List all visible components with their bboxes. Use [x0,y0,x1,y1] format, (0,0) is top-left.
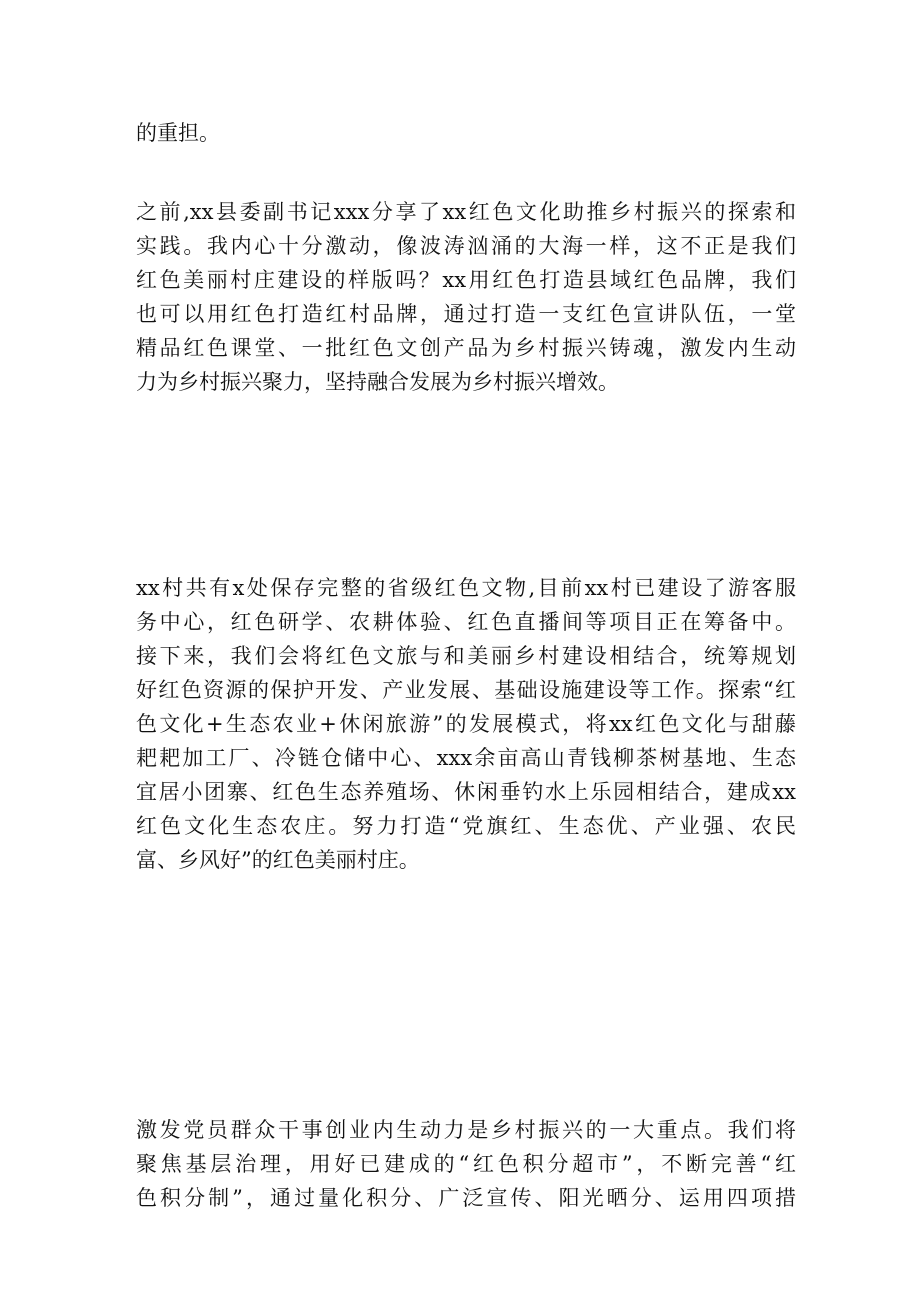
paragraph-2 [136,195,796,399]
text-line: 也可以用红色打造红村品牌，通过打造一支红色宣讲队伍，一堂 [136,302,796,326]
paragraph-3 [136,571,796,877]
text-line: 聚焦基层治理，用好已建成的“红色积分超市”，不断完善“红 [136,1152,796,1176]
text-line: 的重担。 [136,121,220,145]
text-line: 精品红色课堂、一批红色文创产品为乡村振兴铸魂，激发内生动 [136,336,796,360]
text-line: 之前,xx县委副书记xxx分享了xx红色文化助推乡村振兴的探索和 [136,200,796,224]
text-line: 宜居小团寨、红色生态养殖场、休闲垂钓水上乐园相结合，建成xx [136,780,796,804]
text-line: 色文化+生态农业+休闲旅游”的发展模式，将xx红色文化与甜藤 [136,712,796,736]
text-line: 实践。我内心十分激动，像波涛汹涌的大海一样，这不正是我们 [136,234,796,258]
text-line: 耙耙加工厂、冷链仓储中心、xxx余亩高山青钱柳茶树基地、生态 [136,746,796,770]
text-line: 红色美丽村庄建设的样版吗？xx用红色打造县域红色品牌，我们 [136,268,796,292]
text-line: 好红色资源的保护开发、产业发展、基础设施建设等工作。探索“红 [136,678,796,702]
text-line: 红色文化生态农庄。努力打造“党旗红、生态优、产业强、农民 [136,814,796,838]
text-line: 富、乡风好”的红色美丽村庄。 [136,848,420,872]
text-line: 激发党员群众干事创业内生动力是乡村振兴的一大重点。我们将 [136,1118,796,1142]
text-line: 力为乡村振兴聚力，坚持融合发展为乡村振兴增效。 [136,370,619,394]
paragraph-1 [136,116,796,150]
text-line: 色积分制”，通过量化积分、广泛宣传、阳光晒分、运用四项措 [136,1186,796,1210]
paragraph-4 [136,1113,796,1215]
text-line: 接下来，我们会将红色文旅与和美丽乡村建设相结合，统筹规划 [136,644,796,668]
text-line: 务中心，红色研学、农耕体验、红色直播间等项目正在筹备中。 [136,610,796,634]
text-line: xx村共有x处保存完整的省级红色文物,目前xx村已建设了游客服 [136,576,796,600]
